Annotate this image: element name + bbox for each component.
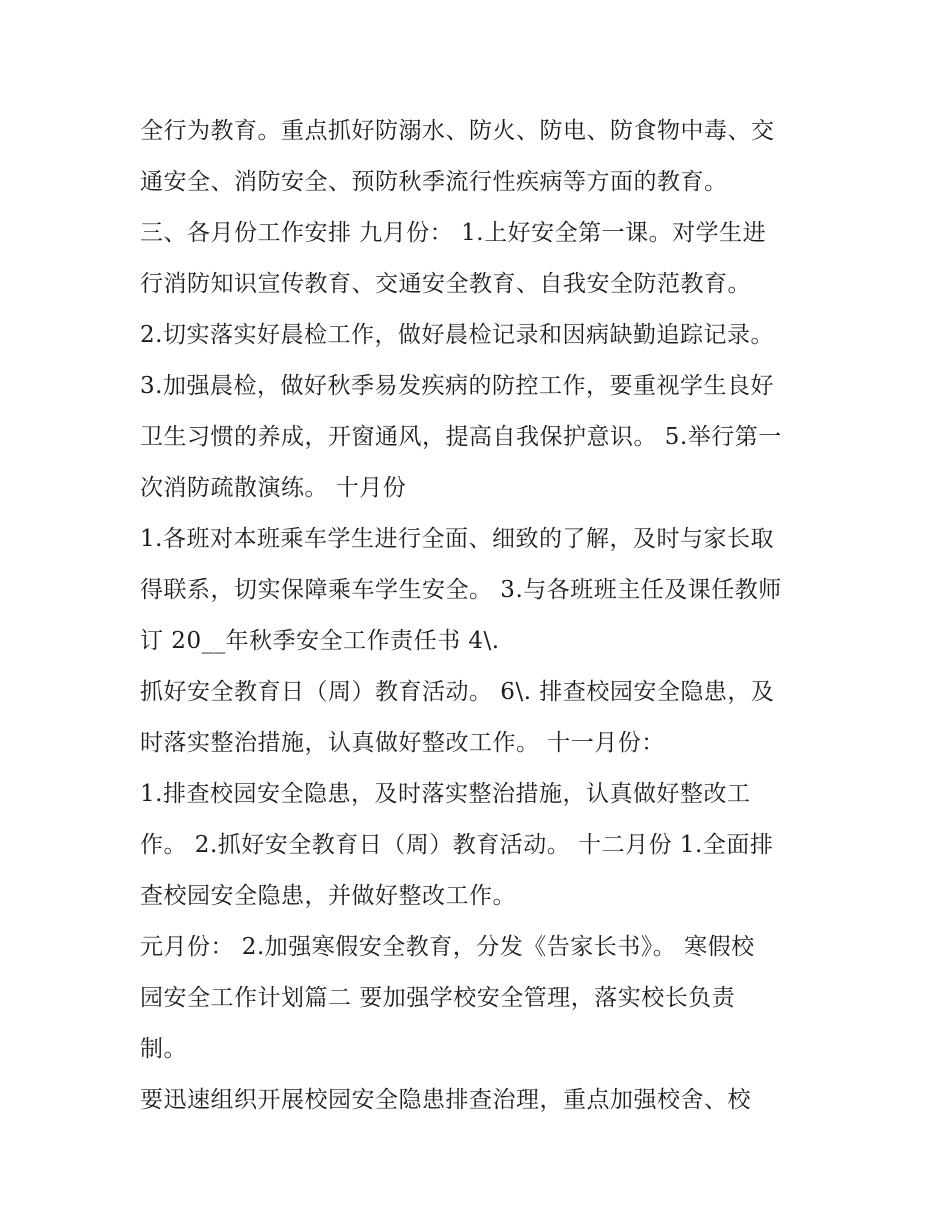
text-line: 行消防知识宣传教育、交通安全教育、自我安全防范教育。 [140, 271, 751, 297]
text-line: 卫生习惯的养成，开窗通风，提高自我保护意识。 5.举行第一 [140, 424, 782, 450]
text-line: 得联系，切实保障乘车学生安全。 3.与各班班主任及课任教师 [140, 577, 782, 603]
text-line: 1.排查校园安全隐患，及时落实整治措施，认真做好整改工 [140, 781, 751, 807]
text-line: 1.各班对本班乘车学生进行全面、细致的了解，及时与家长取 [140, 526, 774, 552]
text-line: 园安全工作计划篇二 要加强学校安全管理，落实校长负责 [140, 985, 736, 1011]
text-line: 要迅速组织开展校园安全隐患排查治理，重点加强校舍、校 [140, 1087, 751, 1113]
text-line: 抓好安全教育日（周）教育活动。 6\. 排查校园安全隐患，及 [140, 679, 775, 705]
text-line: 查校园安全隐患，并做好整改工作。 [140, 883, 516, 909]
text-line: 通安全、消防安全、预防秋季流行性疾病等方面的教育。 [140, 169, 728, 195]
text-line: 时落实整治措施，认真做好整改工作。 十一月份： [140, 730, 665, 756]
text-line: 次消防疏散演练。 十月份 [140, 475, 407, 501]
document-body [140, 106, 830, 1126]
text-line: 订 20__年秋季安全工作责任书 4\. [140, 628, 500, 654]
text-line: 三、各月份工作安排 九月份： 1.上好安全第一课。对学生进 [140, 220, 767, 246]
text-line: 元月份： 2.加强寒假安全教育，分发《告家长书》。 寒假校 [140, 934, 755, 960]
text-line: 2.切实落实好晨检工作，做好晨检记录和因病缺勤追踪记录。 [140, 322, 774, 348]
text-line: 3.加强晨检，做好秋季易发疾病的防控工作，要重视学生良好 [140, 373, 774, 399]
text-line: 全行为教育。重点抓好防溺水、防火、防电、防食物中毒、交 [140, 118, 775, 144]
text-line: 作。 2.抓好安全教育日（周）教育活动。 十二月份 1.全面排 [140, 832, 774, 858]
text-line: 制。 [140, 1036, 187, 1062]
